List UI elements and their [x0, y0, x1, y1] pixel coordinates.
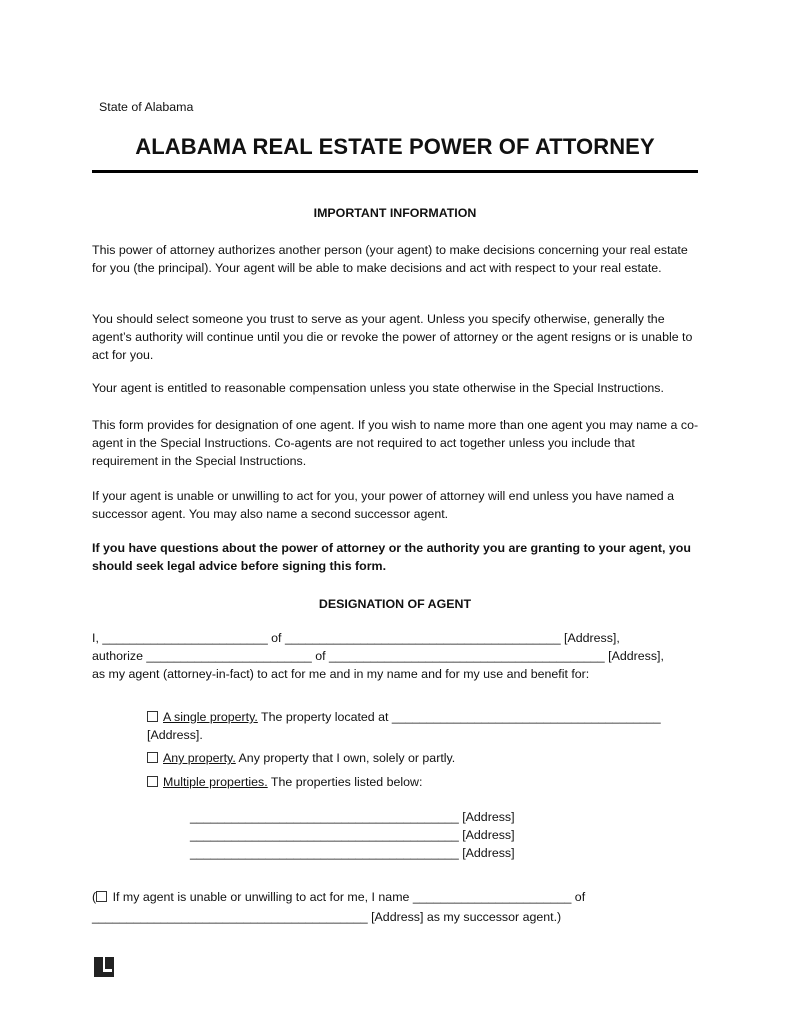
successor-suffix: [Address] as my successor agent.) — [367, 910, 562, 924]
successor-address-line — [92, 908, 561, 926]
important-information-heading: IMPORTANT INFORMATION — [313, 206, 477, 220]
single-property-address-label: [Address]. — [147, 728, 203, 742]
successor-text: If my agent is unable or unwilling to act for me, I name — [109, 890, 413, 904]
paragraph-successor: If your agent is unable or unwilling to act for you, your power of attorney will end unless you have named a successor agent. You may also name a second successor agent. — [92, 489, 675, 521]
principal-address-field[interactable]: ________________________________________ — [284, 631, 561, 645]
of-label: of — [311, 649, 330, 663]
successor-name-field[interactable]: _______________________ — [412, 890, 572, 904]
any-property-checkbox[interactable] — [147, 752, 158, 763]
property-address-field-3[interactable]: _______________________________________ — [190, 846, 459, 860]
property-address-field-2[interactable]: _______________________________________ — [190, 828, 459, 842]
property-address-line-2 — [190, 826, 515, 844]
designation-heading: DESIGNATION OF AGENT — [318, 597, 472, 611]
agent-address-field[interactable]: ________________________________________ — [329, 649, 605, 663]
option-label: Multiple properties. — [163, 775, 268, 789]
option-label: Any property. — [163, 751, 236, 765]
option-single-property — [147, 708, 661, 726]
option-multiple-properties — [147, 773, 422, 791]
multiple-properties-checkbox[interactable] — [147, 776, 158, 787]
single-property-address-field[interactable]: _______________________________________ — [391, 710, 661, 724]
address-label: [Address], — [604, 649, 664, 663]
successor-agent-checkbox[interactable] — [96, 891, 107, 902]
option-text: Any property that I own, solely or partly. — [235, 751, 456, 765]
authorize-label: authorize — [92, 649, 147, 663]
document-title: ALABAMA REAL ESTATE POWER OF ATTORNEY — [135, 134, 655, 159]
option-label: A single property. — [163, 710, 258, 724]
single-property-checkbox[interactable] — [147, 711, 158, 722]
option-text: The property located at — [257, 710, 392, 724]
legal-advice-notice: If you have questions about the power of attorney or the authority you are granting to your agent, you should seek legal advice before signing this form. — [92, 541, 691, 573]
agent-purpose-line: as my agent (attorney-in-fact) to act for me and in my name and for my use and benefit for: — [92, 667, 590, 681]
principal-prefix: I, — [92, 631, 103, 645]
title-divider — [92, 170, 698, 173]
agent-line — [92, 647, 664, 665]
of-label: of — [267, 631, 285, 645]
state-label: State of Alabama — [99, 100, 194, 114]
address-label: [Address] — [458, 828, 515, 842]
successor-address-field[interactable]: ________________________________________ — [92, 910, 368, 924]
property-address-line-3 — [190, 844, 515, 862]
of-label: of — [571, 890, 586, 904]
property-address-field-1[interactable]: _______________________________________ — [190, 810, 459, 824]
principal-name-field[interactable]: ________________________ — [102, 631, 268, 645]
successor-agent-line — [92, 888, 585, 906]
address-label: [Address] — [458, 810, 515, 824]
option-text: The properties listed below: — [267, 775, 423, 789]
property-address-line-1 — [190, 808, 515, 826]
open-paren: ( — [92, 890, 97, 904]
principal-line — [92, 629, 620, 647]
paragraph-compensation: Your agent is entitled to reasonable compensation unless you state otherwise in the Special Instructions. — [92, 381, 664, 395]
agent-name-field[interactable]: ________________________ — [146, 649, 312, 663]
option-any-property — [147, 749, 455, 767]
address-label: [Address], — [560, 631, 620, 645]
address-label: [Address] — [458, 846, 515, 860]
document-logo-icon — [94, 957, 114, 977]
paragraph-select-agent: You should select someone you trust to serve as your agent. Unless you specify otherwise, generally the agent’s authority will continue until you die or revoke the power of attorney or the agent resigns or is unable to act for you. — [92, 312, 693, 362]
paragraph-agent-authority: This power of attorney authorizes another person (your agent) to make decisions concerning your real estate for you (the principal). Your agent will be able to make decisions and act with respect to your real estate. — [92, 243, 688, 275]
paragraph-co-agent: This form provides for designation of one agent. If you wish to name more than one agent you may name a co-agent in the Special Instructions. Co-agents are not required to act together unless you include that requirement in the Special Instructions. — [92, 418, 699, 468]
